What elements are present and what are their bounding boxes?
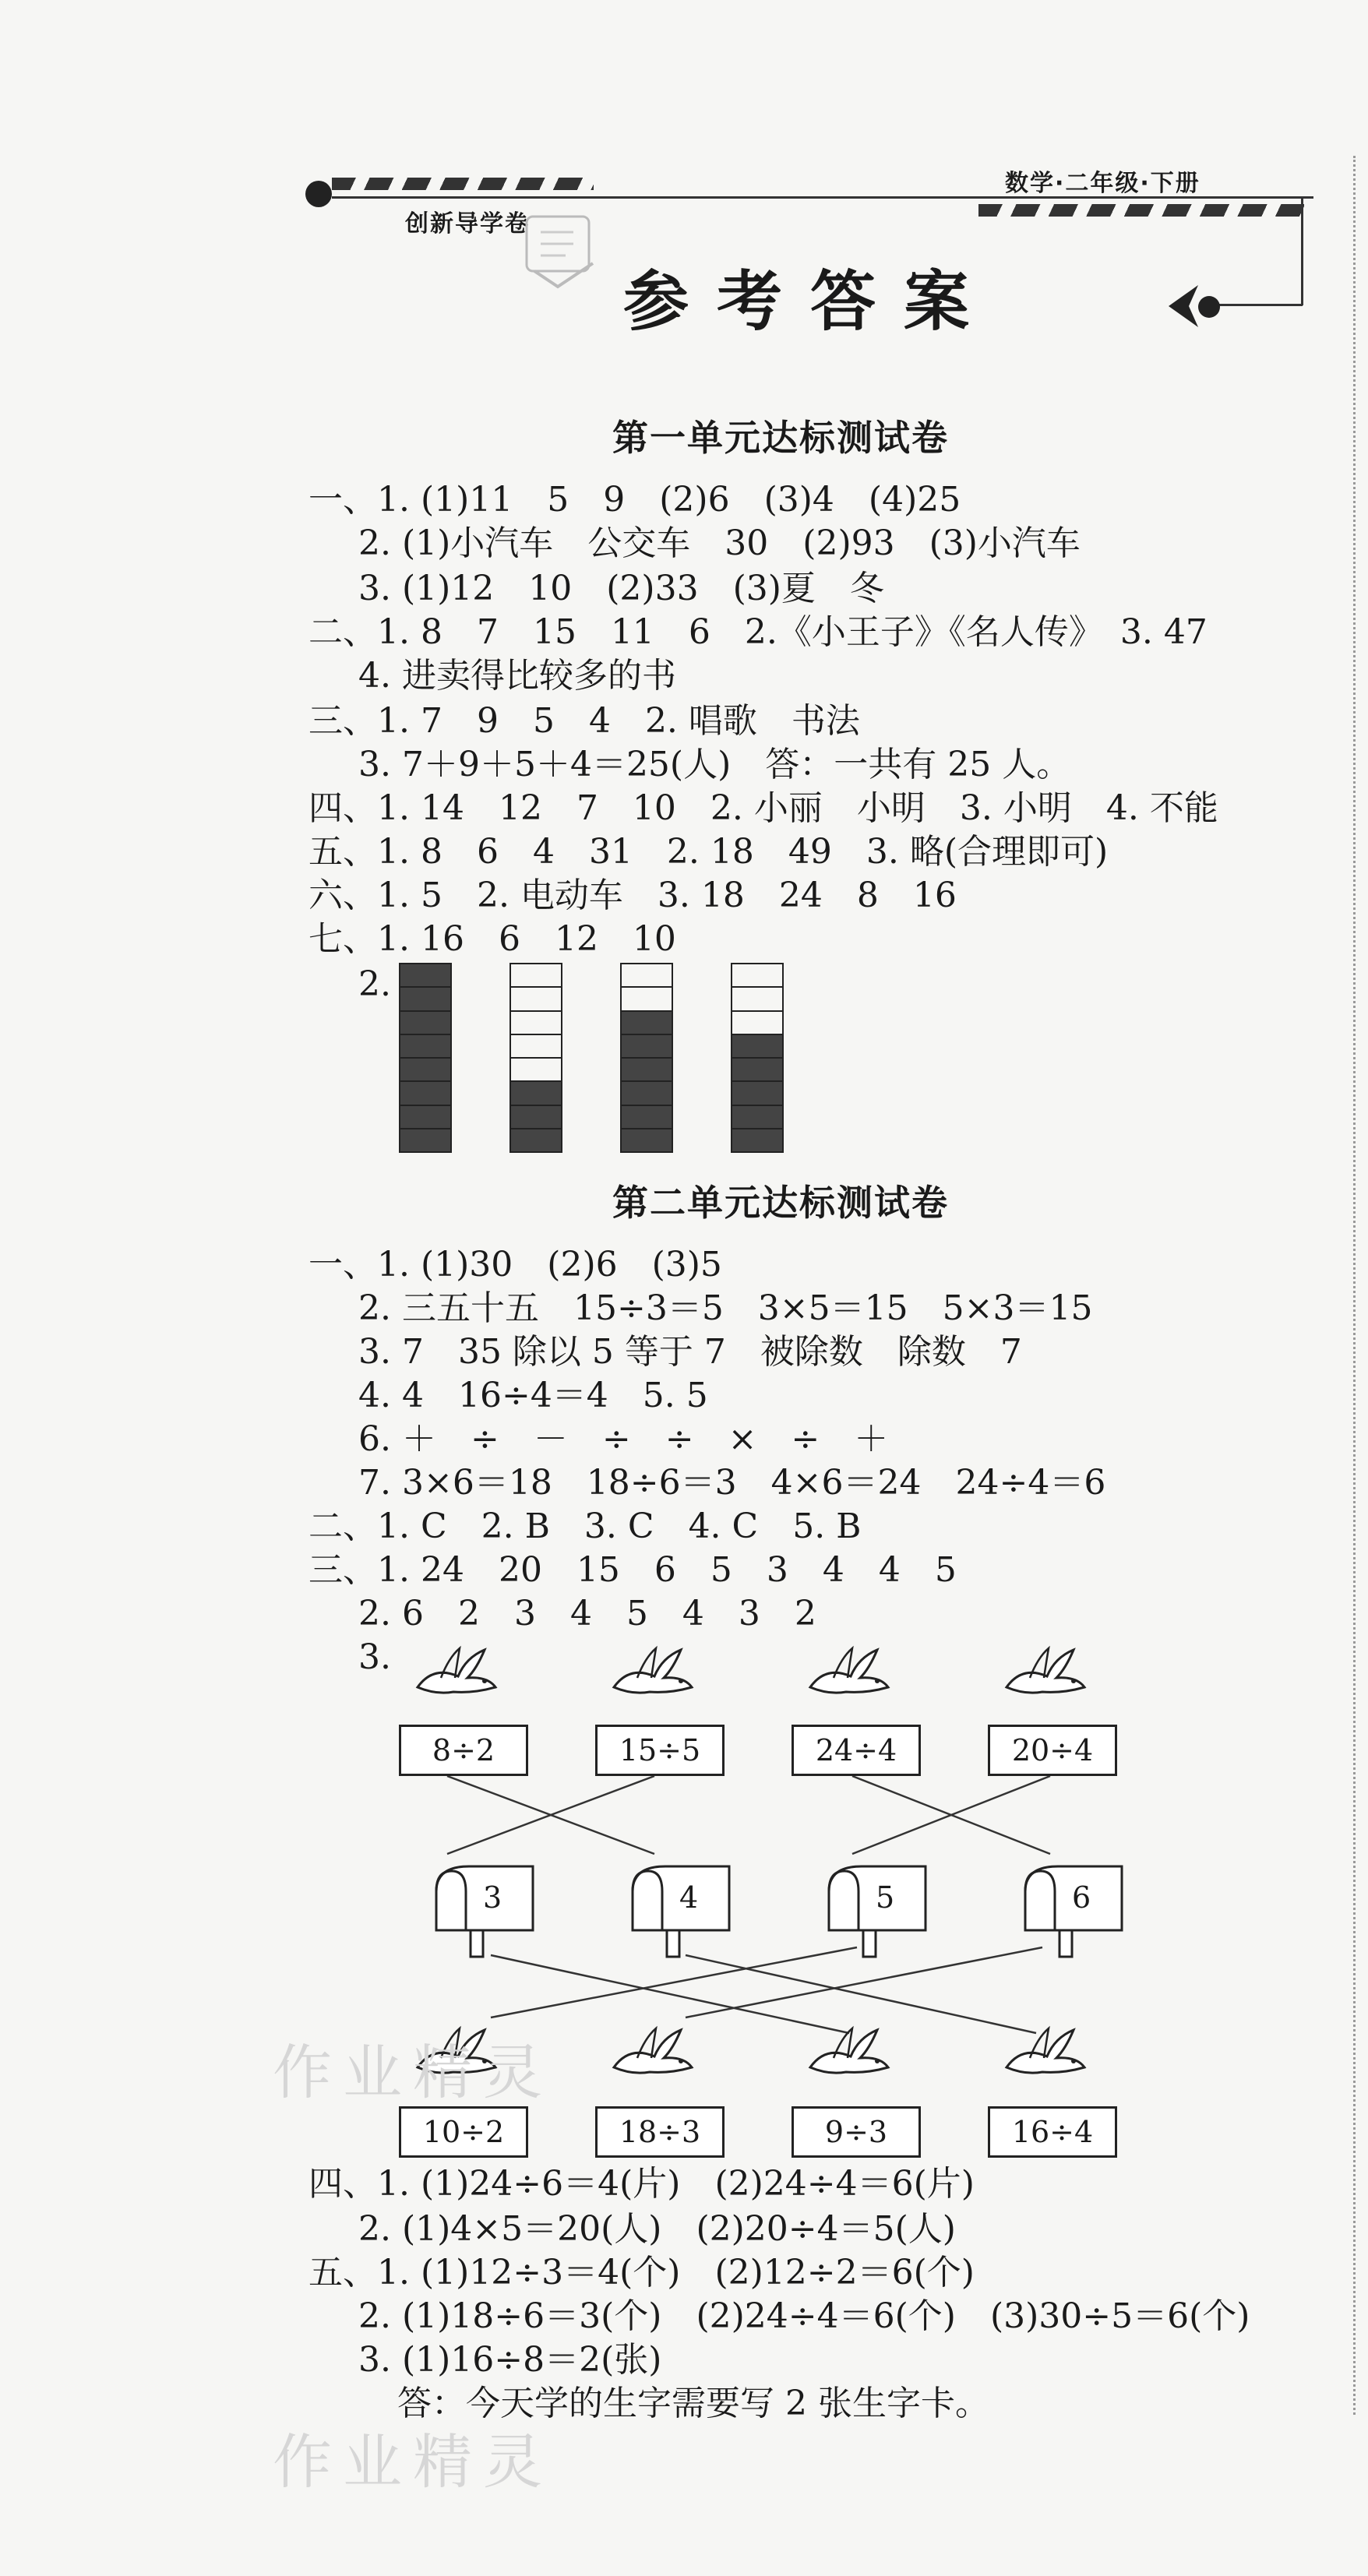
mailbox-number: 4 <box>679 1880 699 1915</box>
unit1-line: 五、1. 8 6 4 31 2. 18 49 3. 略(合理即可) <box>309 832 1109 872</box>
dove-icon <box>606 2022 707 2084</box>
dove-icon <box>999 2022 1100 2084</box>
unit1-line: 2. (1)小汽车 公交车 30 (2)93 (3)小汽车 <box>358 523 1081 563</box>
unit2-line: 二、1. C 2. B 3. C 4. C 5. B <box>309 1506 862 1546</box>
unit2-line: 2. 6 2 3 4 5 4 3 2 <box>358 1594 816 1633</box>
dove-icon <box>606 1642 707 1704</box>
unit2-line: 四、1. (1)24÷6＝4(片) (2)24÷4＝6(片) <box>309 2164 975 2204</box>
unit2-line: 7. 3×6＝18 18÷6＝3 4×6＝24 24÷4＝6 <box>358 1463 1106 1503</box>
unit2-line: 4. 4 16÷4＝4 5. 5 <box>358 1376 708 1415</box>
unit1-line: 3. 7＋9＋5＋4＝25(人) 答：一共有 25 人。 <box>358 745 1071 784</box>
mailbox <box>1019 1860 1128 1930</box>
unit2-line: 3. 7 35 除以 5 等于 7 被除数 除数 7 <box>358 1332 1022 1372</box>
bottom-expression-box: 18÷3 <box>595 2106 725 2158</box>
mailbox <box>823 1860 932 1930</box>
mailbox <box>626 1860 735 1930</box>
unit2-line: 一、1. (1)30 (2)6 (3)5 <box>309 1245 722 1284</box>
unit2-line: 2. (1)4×5＝20(人) (2)20÷4＝5(人) <box>358 2209 956 2249</box>
unit2-line: 五、1. (1)12÷3＝4(个) (2)12÷2＝6(个) <box>309 2253 975 2292</box>
unit2-line: 三、1. 24 20 15 6 5 3 4 4 5 <box>309 1550 957 1590</box>
unit1-line: 2. <box>358 964 391 1004</box>
unit2-line: 3. (1)16÷8＝2(张) <box>358 2340 662 2380</box>
bottom-expression-box: 16÷4 <box>988 2106 1117 2158</box>
unit1-line: 4. 进卖得比较多的书 <box>358 656 676 696</box>
bottom-expression-box: 9÷3 <box>792 2106 921 2158</box>
dove-icon <box>802 1642 904 1704</box>
unit1-line: 六、1. 5 2. 电动车 3. 18 24 8 16 <box>309 876 957 915</box>
bottom-expression-box: 10÷2 <box>399 2106 528 2158</box>
dove-icon <box>410 1642 511 1704</box>
header-subject: 数学·二年级·下册 <box>1005 170 1201 197</box>
watermark: 作业精灵 <box>273 2038 553 2107</box>
unit1-line: 三、1. 7 9 5 4 2. 唱歌 书法 <box>309 701 860 741</box>
unit1-line: 3. (1)12 10 (2)33 (3)夏 冬 <box>358 569 884 608</box>
unit2-line: 3. <box>358 1637 391 1677</box>
unit2-line: 6. ＋ ÷ － ÷ ÷ × ÷ ＋ <box>358 1419 889 1459</box>
unit2-line: 2. (1)18÷6＝3(个) (2)24÷4＝6(个) (3)30÷5＝6(个) <box>358 2296 1250 2336</box>
mailbox-number: 5 <box>876 1880 895 1915</box>
mailbox-number: 3 <box>483 1880 502 1915</box>
dove-icon <box>802 2022 904 2084</box>
page-edge <box>1353 156 1360 2415</box>
page-title: 参考答案 <box>623 263 998 340</box>
top-expression-box: 15÷5 <box>595 1725 725 1776</box>
top-expression-box: 24÷4 <box>792 1725 921 1776</box>
top-expression-box: 8÷2 <box>399 1725 528 1776</box>
mailbox <box>430 1860 539 1930</box>
unit1-line: 一、1. (1)11 5 9 (2)6 (3)4 (4)25 <box>309 480 961 520</box>
unit2-line: 答：今天学的生字需要写 2 张生字卡。 <box>397 2384 989 2423</box>
unit1-line: 二、1. 8 7 15 11 6 2.《小王子》《名人传》 3. 47 <box>309 612 1208 652</box>
unit1-title: 第一单元达标测试卷 <box>612 417 949 459</box>
unit1-line: 七、1. 16 6 12 10 <box>309 919 676 959</box>
mailbox-number: 6 <box>1072 1880 1091 1915</box>
unit1-line: 四、1. 14 12 7 10 2. 小丽 小明 3. 小明 4. 不能 <box>309 788 1218 828</box>
dove-icon <box>999 1642 1100 1704</box>
unit2-line: 2. 三五十五 15÷3＝5 3×5＝15 5×3＝15 <box>358 1288 1093 1328</box>
unit2-title: 第二单元达标测试卷 <box>612 1182 949 1224</box>
watermark: 作业精灵 <box>273 2427 553 2497</box>
top-expression-box: 20÷4 <box>988 1725 1117 1776</box>
header-brand: 创新导学卷 <box>405 210 530 238</box>
